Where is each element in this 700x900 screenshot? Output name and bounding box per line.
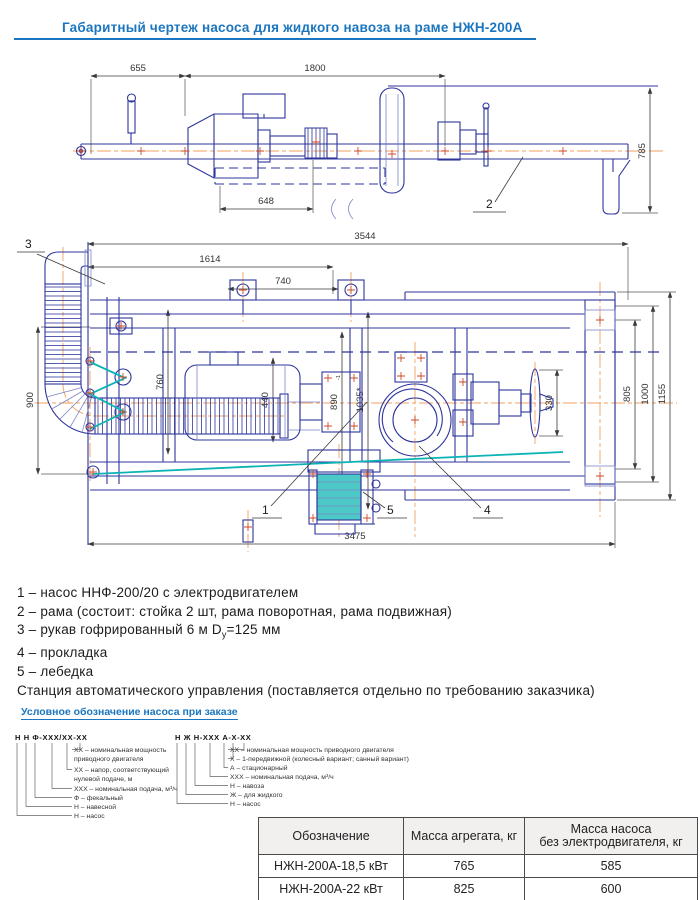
- legend: [17, 584, 687, 700]
- nzhn-entry-mobile: Х – 1-передвижной (колесный вариант; санный вариант): [230, 756, 409, 763]
- nnf-entry-pump: Н – насос: [74, 813, 105, 820]
- nnf-entry-fecal: Ф – фекальный: [74, 795, 123, 802]
- dim-3544: 3544: [354, 231, 376, 242]
- legend-item-3: 3 – рукав гофрированный 6 м $D_у=125$ мм: [17, 622, 281, 640]
- cell-pump-mass: 600: [525, 878, 698, 900]
- dim-890: 890: [329, 394, 340, 410]
- dim-1000: 1000: [640, 383, 651, 405]
- dim-1155: 1155: [657, 383, 668, 405]
- nnf-entry-head-1: ХХ – напор, соответствующий: [74, 767, 169, 774]
- dim-805: 805: [622, 386, 633, 402]
- nzhn-entry-stationary: А – стационарный: [230, 765, 288, 772]
- dim-900: 900: [25, 392, 36, 408]
- cell-pump-mass: 585: [525, 855, 698, 878]
- mass-table-header-unit-mass: Масса агрегата, кг: [404, 818, 525, 855]
- dim-890-tolerance: -1: [336, 375, 342, 380]
- mass-table: [258, 817, 698, 900]
- cell-designation: НЖН-200А-22 кВт: [259, 878, 404, 900]
- legend-item-4: 4 – прокладка: [17, 645, 108, 661]
- dim-1614: 1614: [199, 254, 221, 265]
- nzhn-entry-liquid: Ж – для жидкого: [230, 792, 283, 799]
- side-view-drawing: [18, 56, 683, 231]
- nnf-entry-flow: ХХХ – номинальная подача, м³/ч: [74, 786, 178, 793]
- legend-item-5: 5 – лебедка: [17, 664, 94, 680]
- cell-designation: НЖН-200А-18,5 кВт: [259, 855, 404, 878]
- legend-item-2: 2 – рама (состоит: стойка 2 шт, рама поворотная, рама подвижная): [17, 603, 452, 619]
- table-row: [259, 855, 698, 878]
- plan-view-drawing: [15, 222, 685, 567]
- code-nnf: Н Н Ф-ХХХ/ХХ-ХХ: [15, 733, 88, 742]
- callout-4: 4: [484, 503, 491, 517]
- page-title: Габаритный чертеж насоса для жидкого навоза на раме НЖН-200А: [14, 20, 536, 40]
- cell-unit-mass: 825: [404, 878, 525, 900]
- table-row: [259, 878, 698, 900]
- ordering-diagram-nzhn: [172, 730, 462, 825]
- dim-648: 648: [258, 196, 274, 207]
- dim-1800: 1800: [304, 63, 326, 74]
- mass-table-header-designation: Обозначение: [259, 818, 404, 855]
- nzhn-entry-power: ХХ – номинальная мощность приводного двигателя: [230, 747, 394, 754]
- legend-note: Станция автоматического управления (поставляется отдельно по требованию заказчика): [17, 682, 595, 698]
- callout-3: 3: [25, 237, 32, 251]
- ordering-heading: Условное обозначение насоса при заказе: [21, 706, 238, 718]
- dim-1035: 1035*: [355, 387, 366, 413]
- legend-item-1: 1 – насос ННФ-200/20 с электродвигателем: [17, 585, 299, 600]
- dim-785: 785: [637, 143, 648, 159]
- dim-330: 330: [544, 395, 555, 411]
- nnf-entry-mounted: Н – навесной: [74, 804, 117, 811]
- dim-740: 740: [275, 276, 291, 287]
- dim-3475: 3475: [344, 531, 366, 542]
- nzhn-entry-flow: ХХХ – номинальная подача, м³/ч: [230, 774, 334, 781]
- code-nzhn: Н Ж Н-ХХХ А-Х-ХХ: [175, 733, 252, 742]
- dim-655: 655: [130, 63, 146, 74]
- nnf-entry-power-1: ХХ – номинальная мощность: [74, 747, 167, 754]
- nzhn-entry-manure: Н – навоза: [230, 783, 265, 790]
- ordering-diagram-nnf: [12, 730, 187, 825]
- callout-2: 2: [486, 197, 493, 211]
- callout-1: 1: [262, 503, 269, 517]
- mass-table-header-pump-mass: Масса насоса без электродвигателя, кг: [525, 818, 698, 855]
- nnf-entry-power-2: приводного двигателя: [74, 756, 144, 763]
- callout-5: 5: [387, 503, 394, 517]
- dim-760: 760: [155, 374, 166, 390]
- nnf-entry-head-2: нулевой подаче, м: [74, 776, 133, 783]
- cell-unit-mass: 765: [404, 855, 525, 878]
- nzhn-entry-pump: Н – насос: [230, 801, 261, 808]
